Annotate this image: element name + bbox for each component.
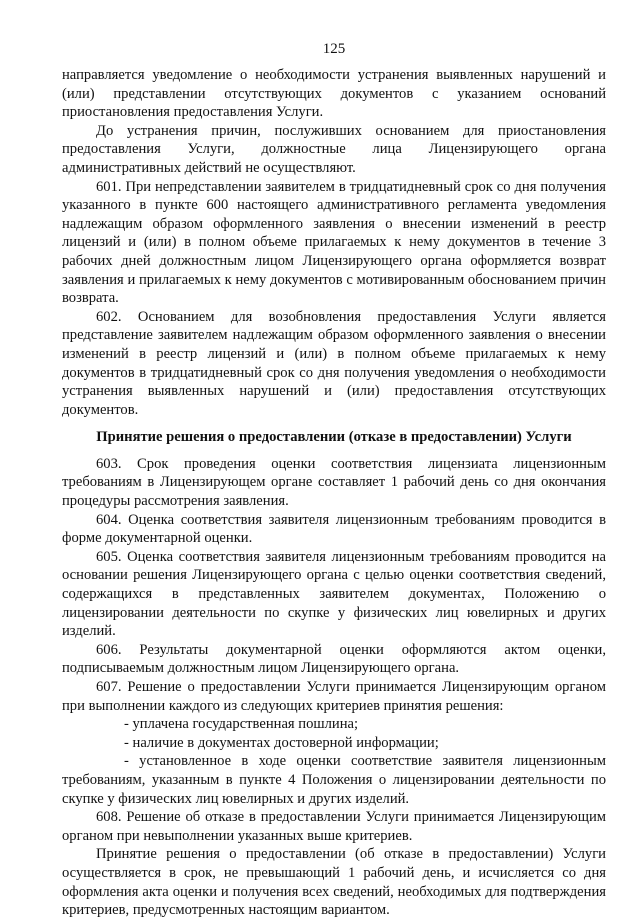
section-heading: Принятие решения о предоставлении (отказе в предоставлении) Услуги — [96, 429, 572, 446]
paragraph-608: 608. Решение об отказе в предоставлении Услуги принимается Лицензирующим органом при невыполнении указанных выше критериев. — [62, 809, 606, 844]
page-number: 125 — [322, 41, 346, 57]
criterion-item: - наличие в документах достоверной информации; — [124, 734, 439, 751]
paragraph-suspension-note: До устранения причин, послуживших основанием для приостановления предоставления Услуги, должностные лица Лицензирующего органа административных действий не осуществляют. — [62, 122, 606, 176]
paragraph-601: 601. При непредставлении заявителем в тридцатидневный срок со дня получения указанного в пункте 600 настоящего административного регламента уведомления надлежащим образом оформленного заявления о внесении изменений в реестр лицензий и (или) в полном объеме прилагаемых к нему документов в течение 3 рабочих дней должностным лицом Лицензирующего органа оформляется возврат заявления и прилагаемых к нему документов с мотивированным обоснованием причин возврата. — [62, 178, 606, 307]
paragraph-602: 602. Основанием для возобновления предоставления Услуги является представление заявителем надлежащим образом оформленного заявления о внесении изменений в реестр лицензий и (или) в полном объеме прилагаемых к нему документов в тридцатидневный срок со дня получения уведомления о необходимости устранения выявленных нарушений и (или) предоставления отсутствующих документов. — [62, 308, 606, 418]
paragraph-605: 605. Оценка соответствия заявителя лицензионным требованиям проводится на основании решения Лицензирующего органа с целью оценки соответствия сведений, содержащихся в представленных заявителем документах, Положению о лицензировании деятельности по скупке у физических лиц ювелирных и других изделий. — [62, 548, 606, 640]
paragraph-decision-term: Принятие решения о предоставлении (об отказе в предоставлении) Услуги осуществляется в срок, не превышающий 1 рабочий день, и исчисляется со дня оформления акта оценки и получения всех сведений, необходимых для подтверждения критериев, предусмотренных настоящим вариантом. — [62, 846, 606, 919]
criterion-item: - установленное в ходе оценки соответствие заявителя лицензионным требованиям, указанным в пункте 4 Положения о лицензировании деятельности по скупке у физических лиц ювелирных и других изделий. — [62, 753, 606, 807]
paragraph-606: 606. Результаты документарной оценки оформляются актом оценки, подписываемым должностным лицом Лицензирующего органа. — [62, 641, 606, 677]
paragraph-607: 607. Решение о предоставлении Услуги принимается Лицензирующим органом при выполнении каждого из следующих критериев принятия решения: — [62, 679, 606, 714]
document-page — [62, 40, 606, 920]
paragraph-continuation: направляется уведомление о необходимости устранения выявленных нарушений и (или) представлении отсутствующих документов с указанием оснований приостановления предоставления Услуги. — [62, 67, 606, 121]
paragraph-603: 603. Срок проведения оценки соответствия лицензиата лицензионным требованиям в Лицензирующем органе составляет 1 рабочий день со дня окончания процедуры рассмотрения заявления. — [62, 455, 606, 510]
paragraph-604: 604. Оценка соответствия заявителя лицензионным требованиям проводится в форме документарной оценки. — [62, 511, 606, 547]
criterion-item: - уплачена государственная пошлина; — [124, 716, 359, 733]
